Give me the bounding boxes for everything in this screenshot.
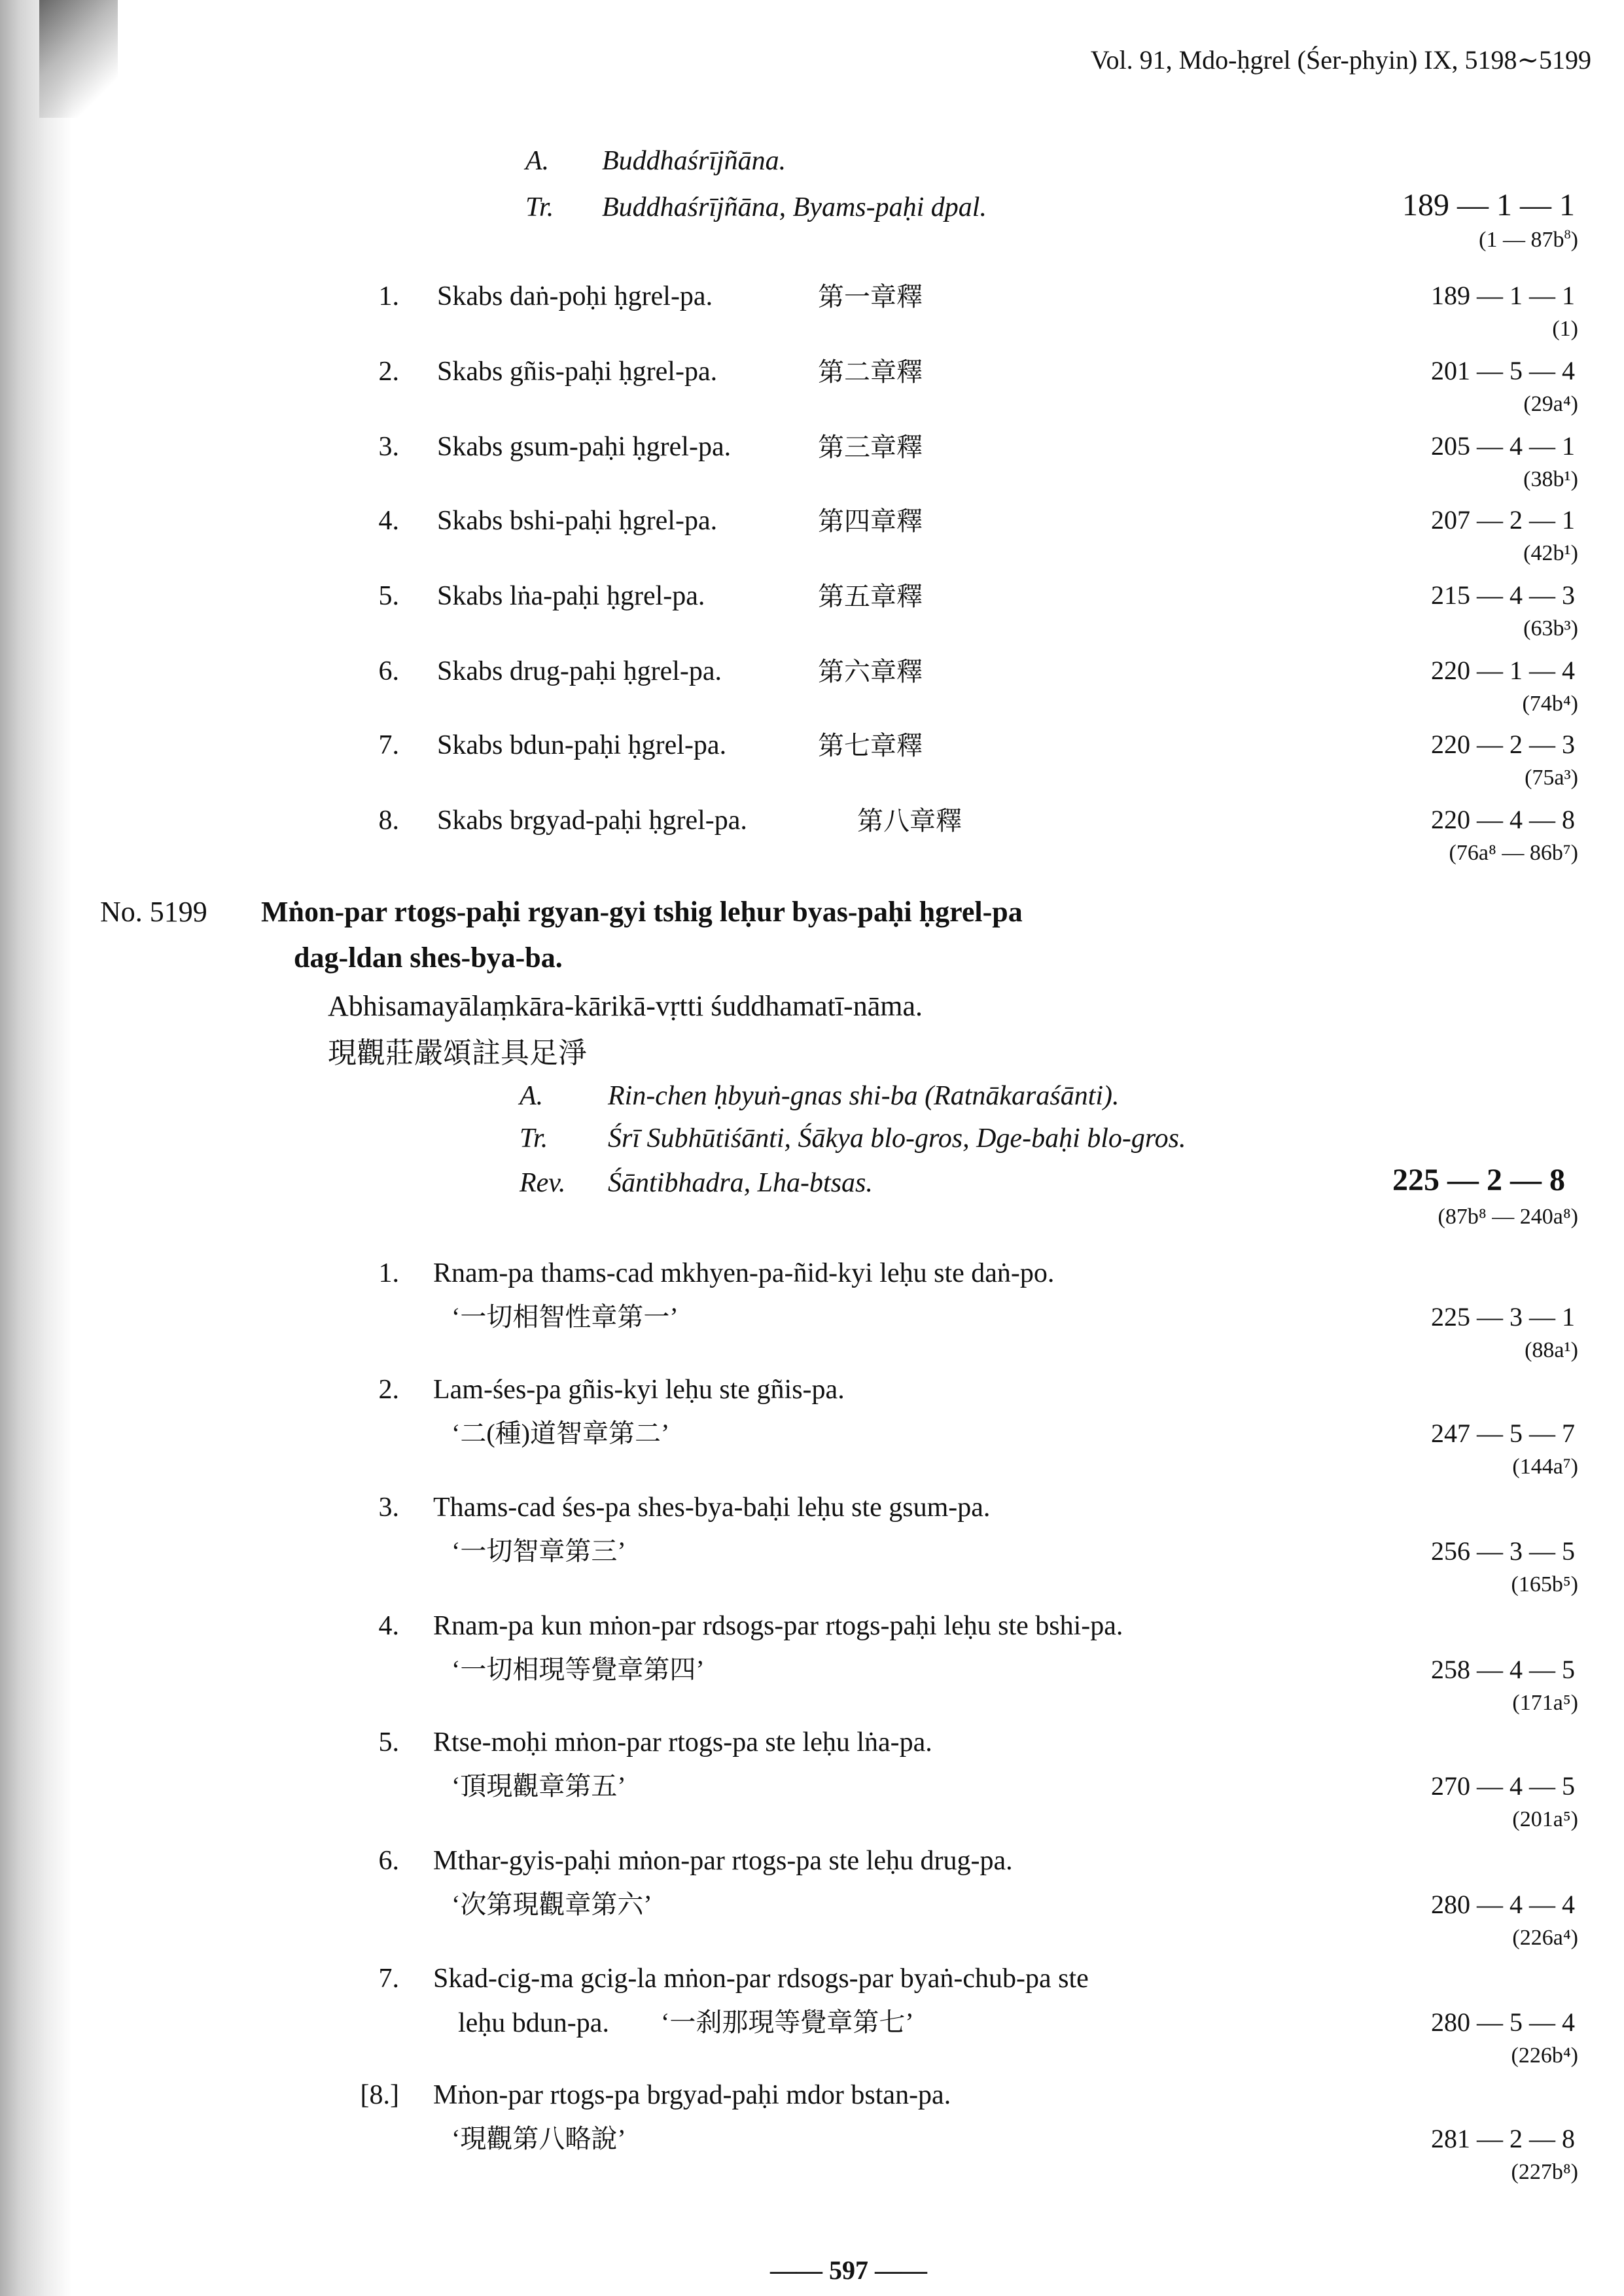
chapter-chinese-title: ‘一切相現等覺章第四’ [451,1655,705,1684]
chapter-ref: 220 — 4 — 8 [1431,805,1575,834]
edition-ref: 225 — 2 — 8 [1392,1163,1565,1197]
chapter-chinese-title: ‘頂現觀章第五’ [451,1771,626,1801]
chapter-ref: 205 — 4 — 1 [1431,431,1575,461]
scan-corner-shadow [39,0,118,118]
reviser: Śāntibhadra, Lha-btsas. [608,1168,873,1198]
chapter-ref: 258 — 4 — 5 [1431,1655,1575,1684]
sanskrit-title: Abhisamayālaṃkāra-kārikā-vṛtti śuddhamatī-nāma. [328,990,923,1022]
chapter-chinese-title: 第六章釋 [818,657,923,686]
chapter-folio: (1) [1552,317,1578,341]
chapter-chinese-title: 第四章釋 [818,506,923,536]
chapter-number: 4. [378,506,399,536]
folio-range [1479,229,1578,251]
chapter-number: [8.] [360,2080,399,2110]
chapter-folio: (76a⁸ — 86b⁷) [1449,841,1578,865]
chapter-folio: (88a¹) [1525,1338,1578,1362]
folio-sup: 8 [1564,227,1571,242]
chapter-folio: (42b¹) [1523,541,1578,565]
chapter-title: Skabs lṅa-paḥi ḥgrel-pa. [437,581,705,611]
chapter-title: Skabs bdun-paḥi ḥgrel-pa. [437,730,727,760]
chapter-title: Skabs brgyad-paḥi ḥgrel-pa. [437,805,747,836]
chapter-number: 4. [378,1611,399,1641]
chapter-chinese-title: 第八章釋 [857,806,962,836]
chapter-chinese-title: ‘一切智章第三’ [451,1536,626,1566]
folio-range: (87b⁸ — 240a⁸) [1438,1205,1578,1229]
chapter-title-line2: leḥu bdun-pa. [458,2008,609,2038]
chapter-ref: 256 — 3 — 5 [1431,1536,1575,1566]
chapter-ref: 201 — 5 — 4 [1431,356,1575,385]
chapter-title: Skabs daṅ-poḥi ḥgrel-pa. [437,281,713,311]
chapter-folio: (29a⁴) [1523,392,1578,416]
translator: Śrī Subhūtiśānti, Śākya blo-gros, Dge-baḥi blo-gros. [608,1123,1186,1154]
chapter-chinese-title: ‘現觀第八略說’ [451,2124,626,2153]
chapter-ref: 247 — 5 — 7 [1431,1419,1575,1448]
chapter-number: 5. [378,1727,399,1757]
chapter-title: Skabs gsum-paḥi ḥgrel-pa. [437,432,732,462]
chapter-folio: (226b⁴) [1511,2043,1578,2068]
chapter-chinese-title: 第二章釋 [818,357,923,387]
chapter-number: 2. [378,1375,399,1405]
chapter-title: Skabs gñis-paḥi ḥgrel-pa. [437,357,718,387]
chapter-number: 7. [378,1964,399,1994]
entry-title-line2: dag-ldan shes-bya-ba. [294,942,563,974]
chapter-folio: (63b³) [1523,616,1578,641]
chapter-folio: (226a⁴) [1512,1926,1578,1950]
chapter-number: 8. [378,805,399,836]
chapter-folio: (74b⁴) [1522,692,1578,716]
chapter-title: Skad-cig-ma gcig-la mṅon-par rdsogs-par byaṅ-chub-pa ste [433,1964,1089,1994]
chapter-title: Thams-cad śes-pa shes-bya-baḥi leḥu ste gsum-pa. [433,1492,991,1523]
chapter-chinese-title: 第一章釋 [818,282,923,311]
chapter-chinese-title: ‘二(種)道智章第二’ [451,1419,670,1448]
running-header: Vol. 91, Mdo-ḥgrel (Śer-phyin) IX, 5198∼5199 [1090,45,1591,75]
chapter-title: Skabs bshi-paḥi ḥgrel-pa. [437,506,718,536]
chapter-folio: (165b⁵) [1511,1572,1578,1597]
chapter-title: Mṅon-par rtogs-pa brgyad-paḥi mdor bstan-pa. [433,2080,951,2110]
chapter-number: 3. [378,432,399,462]
chapter-ref: 220 — 1 — 4 [1431,656,1575,685]
chapter-ref: 270 — 4 — 5 [1431,1771,1575,1801]
chapter-ref: 215 — 4 — 3 [1431,580,1575,610]
chapter-number: 5. [378,581,399,611]
chapter-number: 1. [378,1258,399,1288]
folio-text: (1 — 87b [1479,228,1564,252]
chapter-title: Lam-śes-pa gñis-kyi leḥu ste gñis-pa. [433,1375,845,1405]
folio-end: ) [1570,228,1578,252]
chapter-folio: (38b¹) [1523,467,1578,491]
chapter-number: 3. [378,1492,399,1523]
chapter-title: Rnam-pa kun mṅon-par rdsogs-par rtogs-paḥi leḥu ste bshi-pa. [433,1611,1123,1641]
chapter-chinese-title: 第五章釋 [818,582,923,611]
chapter-ref: 280 — 5 — 4 [1431,2007,1575,2037]
translator-label: Tr. [520,1123,548,1154]
chapter-number: 2. [378,357,399,387]
page-number: —— 597 —— [770,2255,927,2285]
chapter-title: Rtse-moḥi mṅon-par rtogs-pa ste leḥu lṅa-pa. [433,1727,932,1757]
chapter-ref: 220 — 2 — 3 [1431,730,1575,759]
chapter-title: Rnam-pa thams-cad mkhyen-pa-ñid-kyi leḥu ste daṅ-po. [433,1258,1055,1288]
entry-number: No. 5199 [100,896,207,928]
scan-edge-shadow [0,0,72,2296]
chapter-folio: (144a⁷) [1512,1455,1578,1479]
chinese-title: 現觀莊嚴頌註具足淨 [328,1037,587,1069]
chapter-ref: 281 — 2 — 8 [1431,2124,1575,2153]
reviser-label: Rev. [520,1168,566,1198]
translator-label: Tr. [525,192,554,222]
chapter-chinese-title: ‘一切相智性章第一’ [451,1302,679,1332]
chapter-folio: (227b⁸) [1511,2160,1578,2184]
author: Rin-chen ḥbyuṅ-gnas shi-ba (Ratnākaraśānti). [608,1081,1120,1111]
chapter-chinese-title: 第七章釋 [818,731,923,760]
chapter-title: Mthar-gyis-paḥi mṅon-par rtogs-pa ste leḥu drug-pa. [433,1846,1013,1876]
chapter-ref: 207 — 2 — 1 [1431,505,1575,535]
chapter-number: 7. [378,730,399,760]
chapter-folio: (201a⁵) [1512,1807,1578,1831]
chapter-folio: (171a⁵) [1512,1691,1578,1715]
author-label: A. [520,1081,544,1111]
chapter-chinese-title: 第三章釋 [818,433,923,462]
chapter-chinese-title: ‘次第現觀章第六’ [451,1890,652,1919]
edition-ref: 189 — 1 — 1 [1402,188,1575,222]
author: Buddhaśrījñāna. [602,146,786,176]
chapter-chinese-title: ‘一刹那現等覺章第七’ [661,2007,914,2037]
chapter-ref: 225 — 3 — 1 [1431,1302,1575,1332]
chapter-number: 1. [378,281,399,311]
chapter-title: Skabs drug-paḥi ḥgrel-pa. [437,656,722,686]
author-label: A. [525,146,550,176]
chapter-folio: (75a³) [1525,766,1578,790]
chapter-number: 6. [378,656,399,686]
translator: Buddhaśrījñāna, Byams-paḥi dpal. [602,192,987,222]
chapter-ref: 280 — 4 — 4 [1431,1890,1575,1919]
chapter-ref: 189 — 1 — 1 [1431,281,1575,310]
entry-title-line1: Mṅon-par rtogs-paḥi rgyan-gyi tshig leḥur byas-paḥi ḥgrel-pa [261,896,1023,928]
chapter-number: 6. [378,1846,399,1876]
